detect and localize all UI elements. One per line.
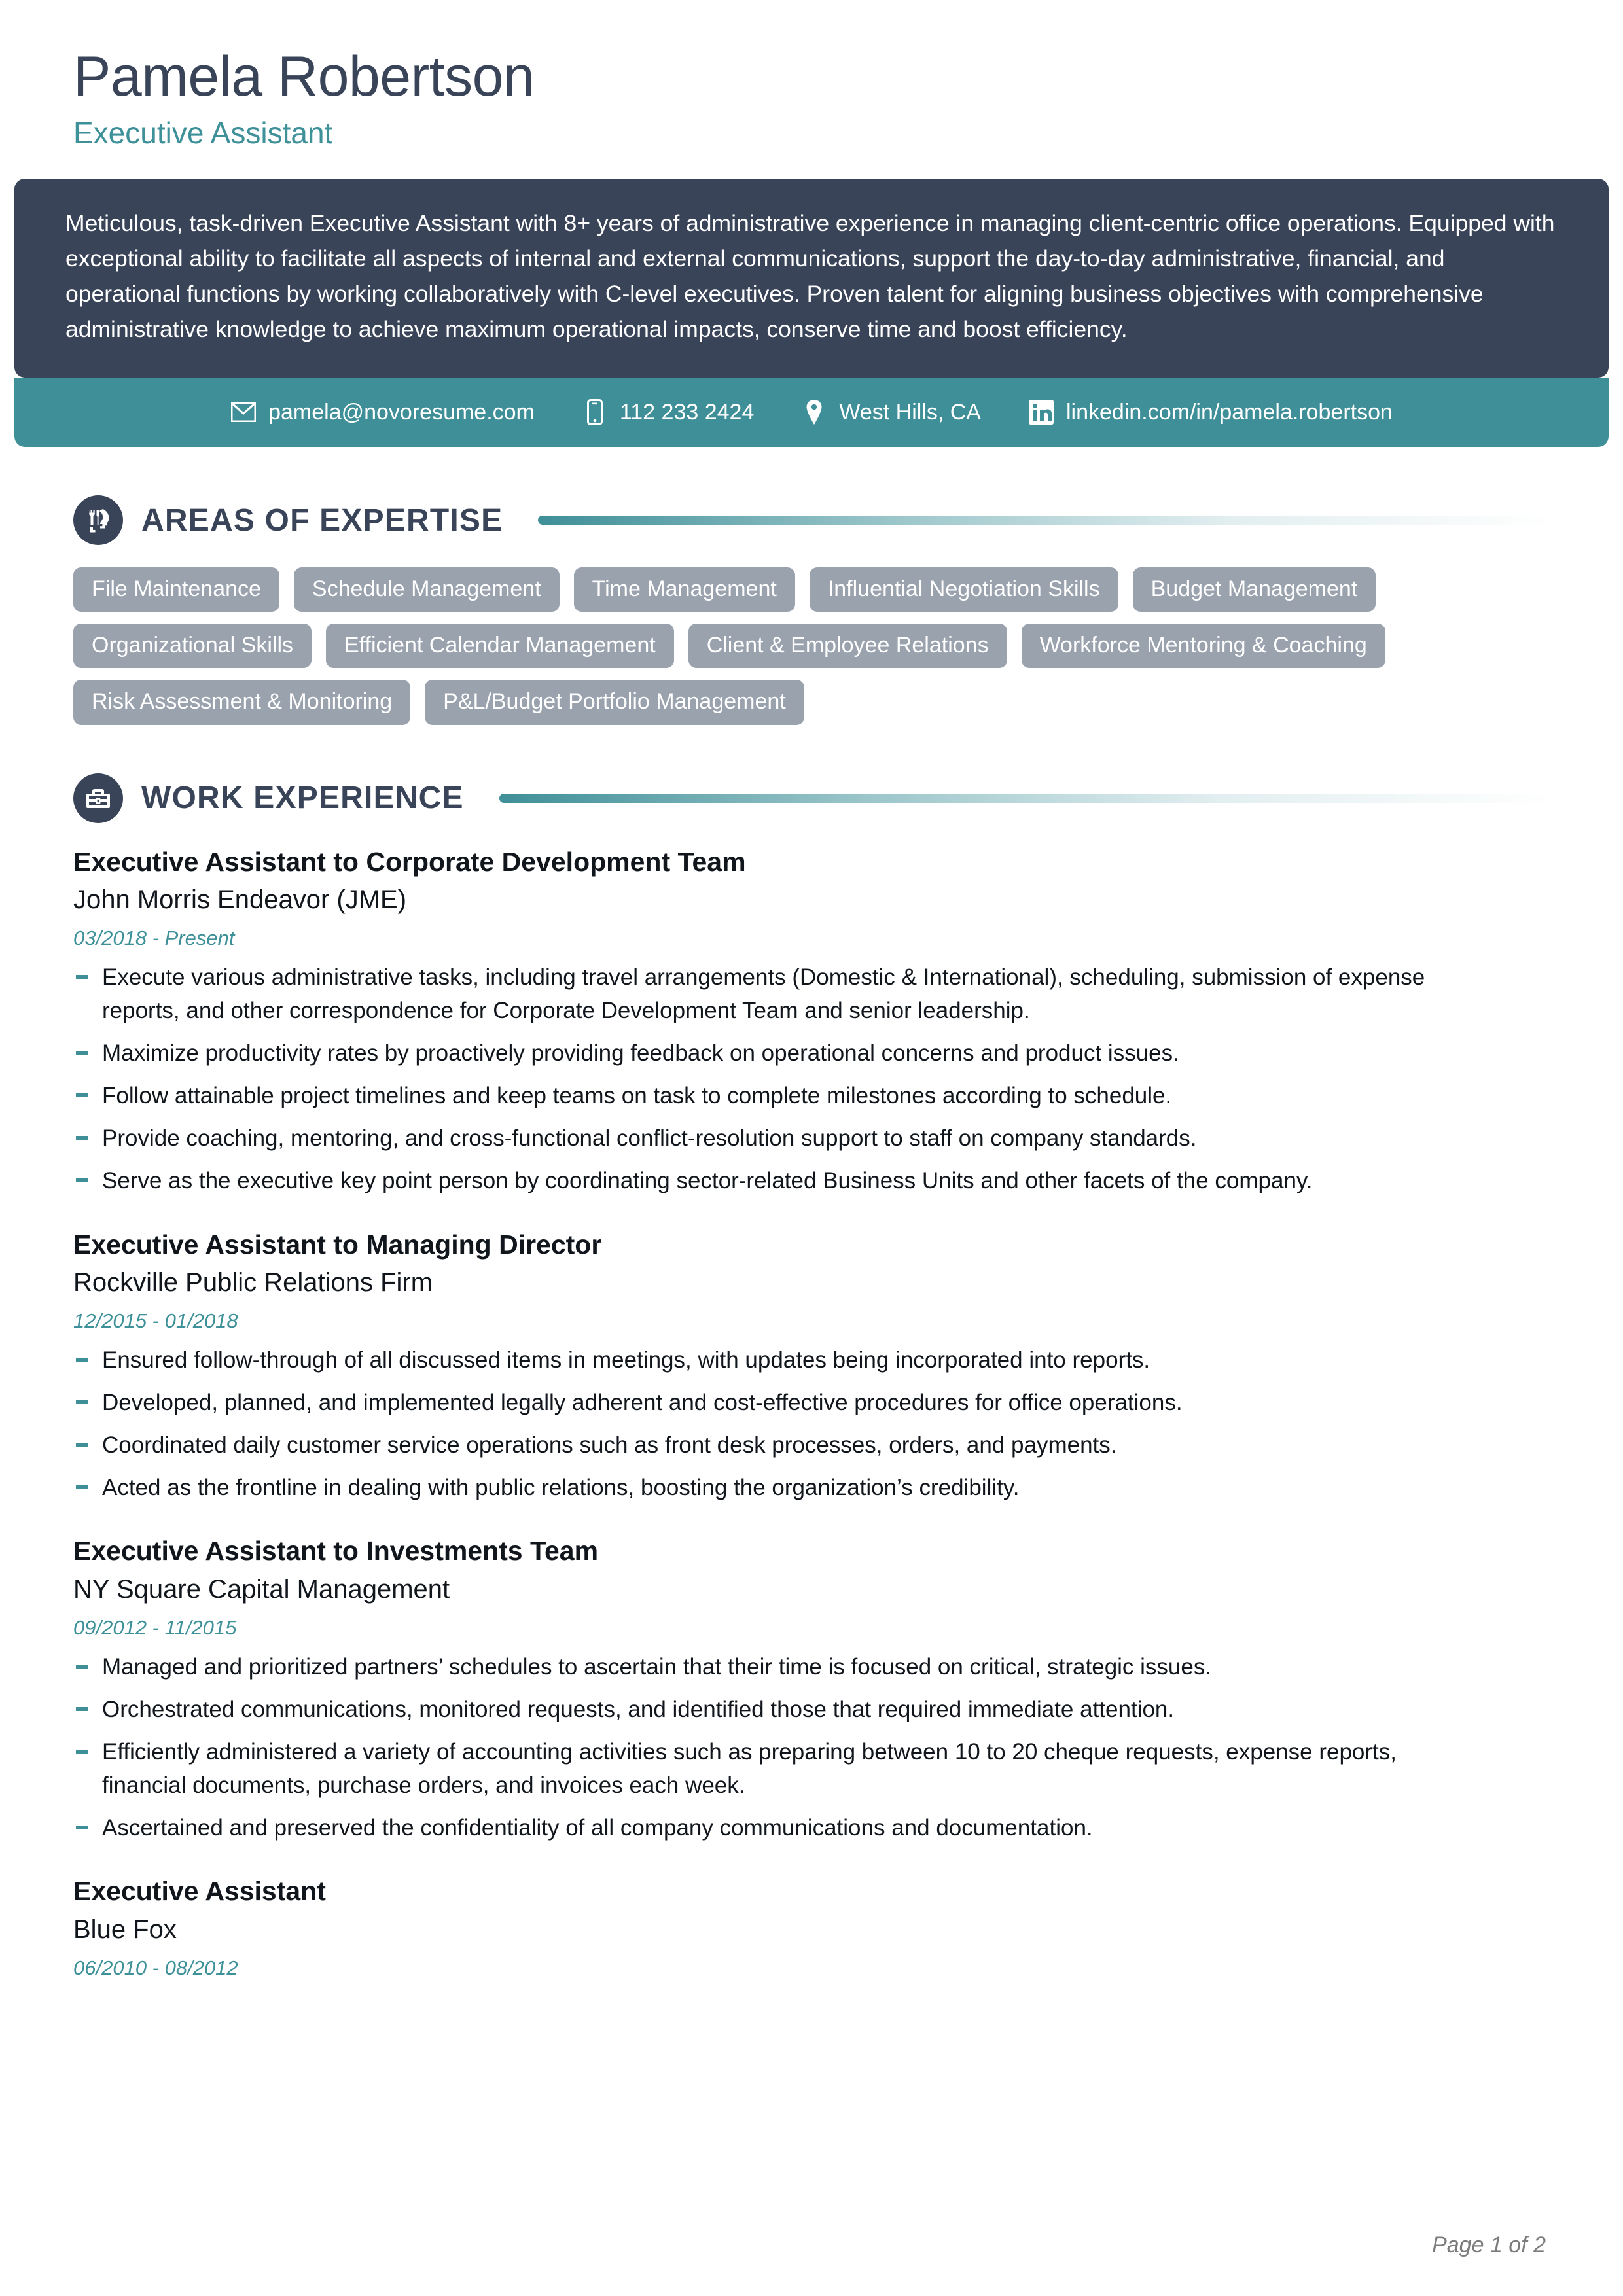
job-bullet: Managed and prioritized partners’ schedules to ascertain that their time is focused on critical, strategic issues. xyxy=(73,1650,1487,1684)
job-bullet: Acted as the frontline in dealing with public relations, boosting the organization’s credibility. xyxy=(73,1471,1487,1504)
job-bullet: Coordinated daily customer service operations such as front desk processes, orders, and payments. xyxy=(73,1428,1487,1462)
contact-bar xyxy=(14,378,1609,447)
job-bullet: Developed, planned, and implemented legally adherent and cost-effective procedures for office operations. xyxy=(73,1386,1487,1419)
job-dates: 03/2018 - Present xyxy=(73,926,235,949)
skill-tag[interactable]: Client & Employee Relations xyxy=(688,624,1007,668)
skills-tag-list xyxy=(73,567,1513,724)
job-bullet-list xyxy=(73,1343,1550,1504)
resume-header xyxy=(0,0,1623,151)
contact-item-location[interactable] xyxy=(801,399,981,425)
areas-of-expertise-section xyxy=(0,495,1623,724)
contact-linkedin-text: linkedin.com/in/pamela.robertson xyxy=(1065,400,1393,425)
skills-head-tools-icon xyxy=(73,495,123,545)
job-list xyxy=(73,845,1550,1980)
contact-item-linkedin[interactable] xyxy=(1028,399,1393,425)
job-bullet: Efficiently administered a variety of accounting activities such as preparing between 10 to 20 cheque requests, expense reports, financial documents, purchase orders, and invoices each week. xyxy=(73,1735,1487,1802)
job-dates: 12/2015 - 01/2018 xyxy=(73,1309,238,1332)
job-company: NY Square Capital Management xyxy=(73,1574,450,1604)
skill-tag[interactable]: Budget Management xyxy=(1133,567,1376,612)
job-entry xyxy=(73,1875,1550,1979)
skill-tag[interactable]: Influential Negotiation Skills xyxy=(810,567,1118,612)
job-bullet-list xyxy=(73,1650,1550,1845)
job-company: Rockville Public Relations Firm xyxy=(73,1267,433,1297)
summary-text: Meticulous, task-driven Executive Assistant with 8+ years of administrative experience in managing client-centric office operations. Equipped with exceptional ability to facilitate all aspects of internal and external communications, support the day-to-day administrative, financial, and operational functions by working collaboratively with C-level executives. Proven talent for aligning business objectives with comprehensive administrative knowledge to achieve maximum operational impacts, conserve time and boost efficiency. xyxy=(65,210,1555,343)
linkedin-icon xyxy=(1028,399,1054,425)
contact-location-text: West Hills, CA xyxy=(839,400,981,425)
job-bullet: Ensured follow-through of all discussed items in meetings, with updates being incorporated into reports. xyxy=(73,1343,1487,1377)
skill-tag[interactable]: Workforce Mentoring & Coaching xyxy=(1022,624,1385,668)
skill-tag[interactable]: Organizational Skills xyxy=(73,624,312,668)
skill-tag[interactable]: P&L/Budget Portfolio Management xyxy=(425,680,804,724)
job-dates: 09/2012 - 11/2015 xyxy=(73,1616,237,1639)
work-experience-section xyxy=(0,773,1623,1980)
skill-tag[interactable]: Risk Assessment & Monitoring xyxy=(73,680,410,724)
contact-item-phone[interactable] xyxy=(582,399,754,425)
location-pin-icon xyxy=(801,399,827,425)
contact-phone-text: 112 233 2424 xyxy=(619,400,755,425)
job-bullet: Ascertained and preserved the confidentiality of all company communications and documentation. xyxy=(73,1811,1487,1845)
job-entry xyxy=(73,1534,1550,1845)
job-bullet: Provide coaching, mentoring, and cross-functional conflict-resolution support to staff on company standards. xyxy=(73,1122,1487,1155)
job-entry xyxy=(73,845,1550,1198)
skill-tag[interactable]: Efficient Calendar Management xyxy=(326,624,674,668)
job-bullet: Maximize productivity rates by proactively providing feedback on operational concerns and product issues. xyxy=(73,1036,1487,1070)
job-bullet-list xyxy=(73,961,1550,1198)
briefcase-icon xyxy=(73,773,123,823)
phone-icon xyxy=(582,399,608,425)
section-divider-rule xyxy=(538,516,1554,525)
job-dates: 06/2010 - 08/2012 xyxy=(73,1956,238,1979)
job-company: John Morris Endeavor (JME) xyxy=(73,885,407,914)
areas-of-expertise-header xyxy=(73,495,1550,545)
skill-tag[interactable]: Schedule Management xyxy=(294,567,560,612)
candidate-name: Pamela Robertson xyxy=(73,45,535,108)
job-bullet: Serve as the executive key point person by coordinating sector-related Business Units and other facets of the company. xyxy=(73,1164,1487,1197)
job-bullet: Follow attainable project timelines and keep teams on task to complete milestones according to schedule. xyxy=(73,1079,1487,1112)
job-company: Blue Fox xyxy=(73,1915,177,1944)
job-role: Executive Assistant to Investments Team xyxy=(73,1536,599,1566)
candidate-job-title: Executive Assistant xyxy=(73,116,333,150)
job-entry xyxy=(73,1228,1550,1505)
contact-email-text: pamela@novoresume.com xyxy=(268,400,535,425)
work-experience-header xyxy=(73,773,1550,823)
job-bullet: Orchestrated communications, monitored requests, and identified those that required immediate attention. xyxy=(73,1693,1487,1726)
summary-block xyxy=(14,179,1609,378)
job-bullet: Execute various administrative tasks, including travel arrangements (Domestic & International), scheduling, submission of expense reports, and other correspondence for Corporate Development Team and senior leadership. xyxy=(73,961,1487,1027)
skill-tag[interactable]: Time Management xyxy=(574,567,795,612)
work-experience-title: WORK EXPERIENCE xyxy=(141,781,464,816)
envelope-icon xyxy=(230,399,257,425)
page-footer-label: Page 1 of 2 xyxy=(1432,2233,1546,2257)
section-divider-rule xyxy=(499,794,1554,803)
job-role: Executive Assistant to Corporate Development Team xyxy=(73,846,746,877)
job-role: Executive Assistant xyxy=(73,1876,326,1907)
contact-item-email[interactable] xyxy=(230,399,535,425)
job-role: Executive Assistant to Managing Director xyxy=(73,1229,602,1260)
areas-of-expertise-title: AREAS OF EXPERTISE xyxy=(141,503,503,538)
skill-tag[interactable]: File Maintenance xyxy=(73,567,279,612)
